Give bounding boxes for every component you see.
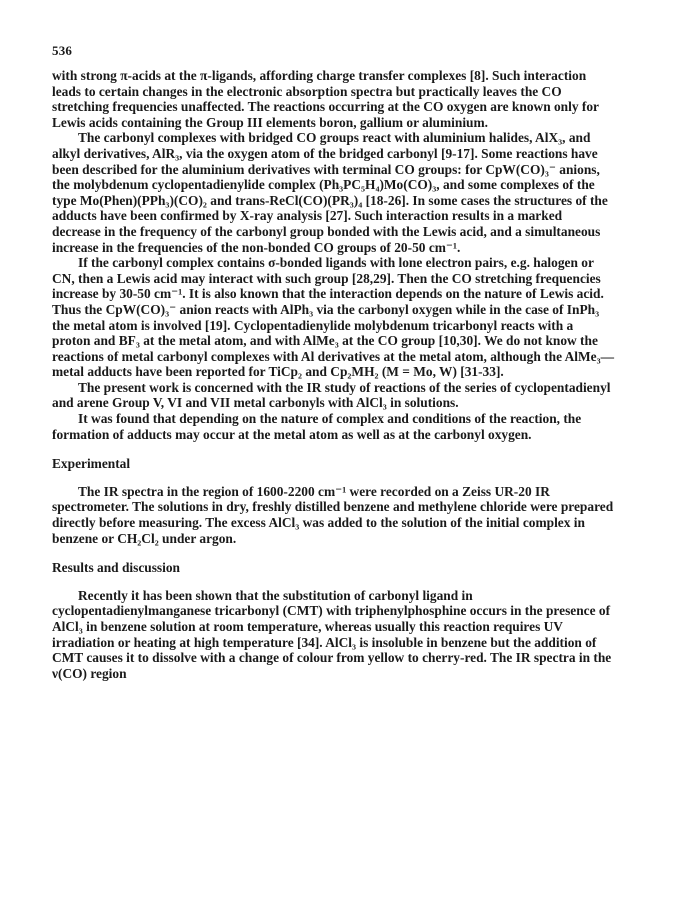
- paragraph-experimental: The IR spectra in the region of 1600-2200 cm⁻¹ were recorded on a Zeiss UR-20 IR spectrometer. The solutions in dry, freshly distilled benzene and methylene chloride were prepared directly before measuring. The excess AlCl₃ was added to the solution of the initial complex in benzene or CH₂Cl₂ under argon.: [52, 483, 614, 546]
- paragraph-results: Recently it has been shown that the substitution of carbonyl ligand in cyclopentadienylmanganese tricarbonyl (CMT) with triphenylphosphine occurs in the presence of AlCl₃ in benzene solution at room temperature, whereas usually this reaction requires UV irradiation or heating at high temperature [34]. AlCl₃ is insoluble in benzene but the addition of CMT causes it to dissolve with a change of colour from yellow to cherry-red. The IR spectra in the ν(CO) region: [52, 587, 612, 681]
- page-number: 536: [52, 43, 73, 58]
- paragraph-sigma-ligands: If the carbonyl complex contains σ-bonded ligands with lone electron pairs, e.g. halogen or CN, then a Lewis acid may interact with such group [28,29]. Then the CO stretching frequencies increase by 30-50 cm⁻¹. It is also known that the interaction depends on the nature of Lewis acid. Thus the CpW(CO)₃⁻ anion reacts with AlPh₃ via the carbonyl oxygen while in the case of InPh₃ the metal atom is involved [19]. Cyclopentadienylide molybdenum tricarbonyl reacts with a proton and BF₃ at the metal atom, and with AlMe₃ at the CO group [10,30]. We do not know the reactions of metal carbonyl complexes with Al derivatives at the metal atom, although the AlMe₃—metal adducts have been reported for TiCp₂ and Cp₂MH₂ (M = Mo, W) [31-33].: [52, 255, 614, 380]
- paragraph-present-work: The present work is concerned with the IR study of reactions of the series of cyclopentadienyl and arene Group V, VI and VII metal carbonyls with AlCl₃ in solutions.: [52, 379, 611, 411]
- article-body: [52, 68, 614, 681]
- paragraph-findings: It was found that depending on the nature of complex and conditions of the reaction, the formation of adducts may occur at the metal atom as well as at the carbonyl oxygen.: [52, 411, 582, 442]
- section-heading-results: Results and discussion: [52, 560, 181, 576]
- paragraph-bridged-carbonyl: The carbonyl complexes with bridged CO groups react with aluminium halides, AlX₃, and alkyl derivatives, AlR₃, via the oxygen atom of the bridged carbonyl [9-17]. Some reactions have been described for the aluminium derivatives with terminal CO groups: for CpW(CO)₃⁻ anions, the molybdenum cyclopentadienylide complex (Ph₃PC₅H₄)Mo(CO)₃, and some complexes of the type Mo(Phen)(PPh₃)(CO)₂ and trans-ReCl(CO)(PR₃)₄ [18-26]. In some cases the structures of the adducts have been confirmed by X-ray analysis [27]. Such interaction results in a marked decrease in the frequency of the carbonyl group bonded with the Lewis acid, and a simultaneous increase in the frequencies of the non-bonded CO groups of 20-50 cm⁻¹.: [52, 130, 608, 255]
- paragraph-charge-transfer: with strong π-acids at the π-ligands, affording charge transfer complexes [8]. Such interaction leads to certain changes in the electronic absorption spectra but practically leaves the CO stretching frequencies unaffected. The reactions occurring at the CO oxygen are known only for Lewis acids containing the Group III elements boron, gallium or aluminium.: [52, 68, 599, 130]
- section-heading-experimental: Experimental: [52, 456, 131, 472]
